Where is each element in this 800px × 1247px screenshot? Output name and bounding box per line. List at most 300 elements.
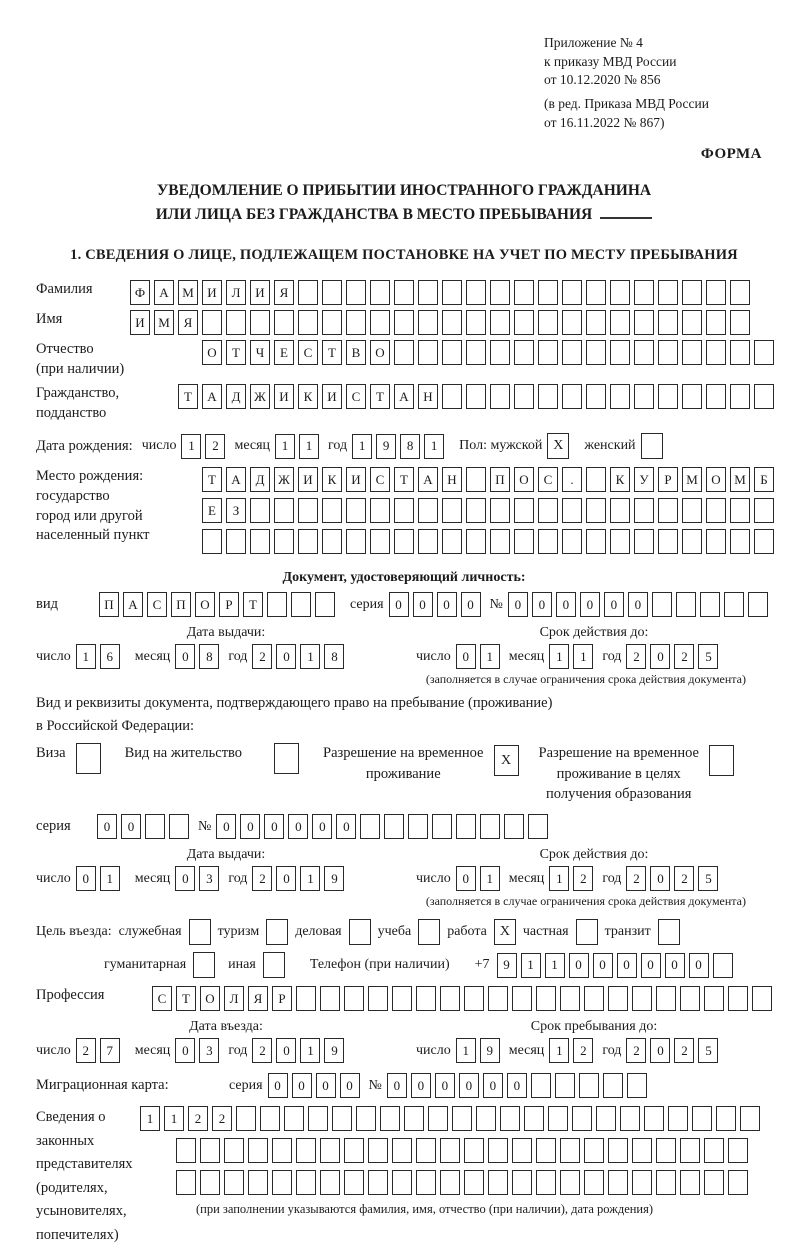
char-box[interactable]: 1	[480, 644, 500, 669]
char-box[interactable]	[356, 1106, 376, 1131]
char-box[interactable]: К	[610, 467, 630, 492]
char-box[interactable]	[514, 310, 534, 335]
char-box[interactable]	[586, 529, 606, 554]
char-box[interactable]	[466, 498, 486, 523]
char-box[interactable]	[176, 1170, 196, 1195]
char-box[interactable]: .	[562, 467, 582, 492]
char-box[interactable]: 0	[121, 814, 141, 839]
char-box[interactable]	[452, 1106, 472, 1131]
char-box[interactable]	[488, 1138, 508, 1163]
char-box[interactable]	[320, 1138, 340, 1163]
char-box[interactable]	[682, 498, 702, 523]
char-box[interactable]	[202, 310, 222, 335]
char-box[interactable]: К	[322, 467, 342, 492]
char-box[interactable]	[332, 1106, 352, 1131]
char-box[interactable]	[562, 498, 582, 523]
char-box[interactable]	[586, 467, 606, 492]
char-box[interactable]: 1	[140, 1106, 160, 1131]
char-box[interactable]	[728, 1138, 748, 1163]
char-box[interactable]	[536, 986, 556, 1011]
char-box[interactable]: 1	[521, 953, 541, 978]
char-box[interactable]: 0	[508, 592, 528, 617]
char-box[interactable]: О	[202, 340, 222, 365]
char-box[interactable]	[432, 814, 452, 839]
char-box[interactable]	[627, 1073, 647, 1098]
char-box[interactable]	[368, 986, 388, 1011]
char-box[interactable]	[586, 340, 606, 365]
purpose-work-checkbox[interactable]: X	[494, 919, 516, 945]
purpose-transit-checkbox[interactable]	[658, 919, 680, 945]
char-box[interactable]	[368, 1170, 388, 1195]
char-box[interactable]	[724, 592, 744, 617]
char-box[interactable]	[296, 1170, 316, 1195]
char-box[interactable]	[224, 1170, 244, 1195]
char-box[interactable]	[466, 467, 486, 492]
char-box[interactable]: 1	[181, 434, 201, 459]
char-box[interactable]: 0	[288, 814, 308, 839]
char-box[interactable]: В	[346, 340, 366, 365]
char-box[interactable]	[442, 340, 462, 365]
char-box[interactable]	[442, 529, 462, 554]
char-box[interactable]: 2	[626, 1038, 646, 1063]
char-box[interactable]	[368, 1138, 388, 1163]
char-box[interactable]	[728, 986, 748, 1011]
char-box[interactable]	[656, 986, 676, 1011]
char-box[interactable]: 1	[299, 434, 319, 459]
char-box[interactable]	[536, 1170, 556, 1195]
char-box[interactable]: 2	[573, 866, 593, 891]
char-box[interactable]	[370, 498, 390, 523]
char-box[interactable]	[392, 986, 412, 1011]
char-box[interactable]: 0	[175, 644, 195, 669]
char-box[interactable]	[418, 310, 438, 335]
char-box[interactable]	[145, 814, 165, 839]
char-box[interactable]: О	[514, 467, 534, 492]
char-box[interactable]	[320, 1170, 340, 1195]
char-box[interactable]: 3	[199, 1038, 219, 1063]
char-box[interactable]	[440, 986, 460, 1011]
char-box[interactable]: 6	[100, 644, 120, 669]
char-box[interactable]	[169, 814, 189, 839]
char-box[interactable]: 2	[252, 1038, 272, 1063]
char-box[interactable]	[464, 1138, 484, 1163]
char-box[interactable]: 0	[264, 814, 284, 839]
char-box[interactable]	[226, 529, 246, 554]
char-box[interactable]	[538, 498, 558, 523]
char-box[interactable]	[634, 529, 654, 554]
char-box[interactable]	[488, 986, 508, 1011]
char-box[interactable]	[752, 986, 772, 1011]
char-box[interactable]: П	[99, 592, 119, 617]
char-box[interactable]: 8	[324, 644, 344, 669]
char-box[interactable]	[466, 310, 486, 335]
char-box[interactable]: 0	[483, 1073, 503, 1098]
char-box[interactable]: 0	[316, 1073, 336, 1098]
char-box[interactable]: Т	[176, 986, 196, 1011]
char-box[interactable]	[713, 953, 733, 978]
char-box[interactable]: Ж	[250, 384, 270, 409]
char-box[interactable]: Т	[202, 467, 222, 492]
char-box[interactable]	[728, 1170, 748, 1195]
char-box[interactable]	[610, 280, 630, 305]
char-box[interactable]	[658, 310, 678, 335]
char-box[interactable]	[480, 814, 500, 839]
char-box[interactable]: 1	[76, 644, 96, 669]
char-box[interactable]	[706, 498, 726, 523]
char-box[interactable]	[652, 592, 672, 617]
char-box[interactable]	[596, 1106, 616, 1131]
char-box[interactable]: 1	[573, 644, 593, 669]
char-box[interactable]: 0	[641, 953, 661, 978]
char-box[interactable]	[579, 1073, 599, 1098]
char-box[interactable]	[610, 310, 630, 335]
char-box[interactable]	[748, 592, 768, 617]
char-box[interactable]	[248, 1138, 268, 1163]
char-box[interactable]	[308, 1106, 328, 1131]
char-box[interactable]: 0	[312, 814, 332, 839]
char-box[interactable]	[322, 280, 342, 305]
char-box[interactable]: 0	[459, 1073, 479, 1098]
char-box[interactable]	[490, 529, 510, 554]
char-box[interactable]	[490, 340, 510, 365]
char-box[interactable]	[418, 498, 438, 523]
char-box[interactable]: 0	[76, 866, 96, 891]
char-box[interactable]: 2	[252, 866, 272, 891]
char-box[interactable]: И	[274, 384, 294, 409]
char-box[interactable]: П	[490, 467, 510, 492]
char-box[interactable]	[274, 529, 294, 554]
char-box[interactable]: Ч	[250, 340, 270, 365]
char-box[interactable]: О	[195, 592, 215, 617]
char-box[interactable]	[464, 1170, 484, 1195]
char-box[interactable]	[692, 1106, 712, 1131]
char-box[interactable]: 0	[532, 592, 552, 617]
char-box[interactable]	[562, 310, 582, 335]
char-box[interactable]: З	[226, 498, 246, 523]
char-box[interactable]: С	[152, 986, 172, 1011]
char-box[interactable]: 2	[212, 1106, 232, 1131]
char-box[interactable]: 0	[387, 1073, 407, 1098]
char-box[interactable]	[320, 986, 340, 1011]
char-box[interactable]: 0	[240, 814, 260, 839]
char-box[interactable]	[418, 340, 438, 365]
char-box[interactable]: Т	[394, 467, 414, 492]
char-box[interactable]: 2	[674, 866, 694, 891]
char-box[interactable]: 2	[188, 1106, 208, 1131]
char-box[interactable]: Т	[370, 384, 390, 409]
char-box[interactable]: С	[370, 467, 390, 492]
char-box[interactable]: 0	[456, 866, 476, 891]
char-box[interactable]: 1	[100, 866, 120, 891]
char-box[interactable]: 0	[413, 592, 433, 617]
char-box[interactable]	[442, 384, 462, 409]
char-box[interactable]	[536, 1138, 556, 1163]
char-box[interactable]	[680, 986, 700, 1011]
char-box[interactable]	[676, 592, 696, 617]
char-box[interactable]	[632, 1138, 652, 1163]
char-box[interactable]: 0	[628, 592, 648, 617]
char-box[interactable]	[416, 1138, 436, 1163]
char-box[interactable]	[416, 986, 436, 1011]
char-box[interactable]	[634, 340, 654, 365]
char-box[interactable]: И	[130, 310, 150, 335]
char-box[interactable]	[668, 1106, 688, 1131]
char-box[interactable]: 8	[199, 644, 219, 669]
char-box[interactable]: 3	[199, 866, 219, 891]
char-box[interactable]	[704, 986, 724, 1011]
char-box[interactable]: 0	[276, 866, 296, 891]
char-box[interactable]	[346, 498, 366, 523]
char-box[interactable]	[730, 340, 750, 365]
char-box[interactable]	[682, 280, 702, 305]
char-box[interactable]: 9	[497, 953, 517, 978]
char-box[interactable]	[754, 340, 774, 365]
char-box[interactable]	[202, 529, 222, 554]
char-box[interactable]	[586, 310, 606, 335]
char-box[interactable]: 0	[593, 953, 613, 978]
char-box[interactable]	[754, 384, 774, 409]
char-box[interactable]	[404, 1106, 424, 1131]
char-box[interactable]: 2	[252, 644, 272, 669]
char-box[interactable]	[716, 1106, 736, 1131]
char-box[interactable]: 9	[324, 866, 344, 891]
char-box[interactable]: 0	[292, 1073, 312, 1098]
char-box[interactable]: Т	[226, 340, 246, 365]
char-box[interactable]	[658, 384, 678, 409]
sex-female-checkbox[interactable]	[641, 433, 663, 459]
char-box[interactable]: 0	[340, 1073, 360, 1098]
char-box[interactable]	[634, 310, 654, 335]
char-box[interactable]: И	[250, 280, 270, 305]
char-box[interactable]	[608, 1138, 628, 1163]
char-box[interactable]	[538, 280, 558, 305]
char-box[interactable]: И	[322, 384, 342, 409]
char-box[interactable]	[464, 986, 484, 1011]
char-box[interactable]	[440, 1138, 460, 1163]
char-box[interactable]	[682, 384, 702, 409]
char-box[interactable]: 0	[650, 866, 670, 891]
char-box[interactable]	[634, 384, 654, 409]
char-box[interactable]: А	[202, 384, 222, 409]
char-box[interactable]	[224, 1138, 244, 1163]
char-box[interactable]	[562, 340, 582, 365]
char-box[interactable]	[384, 814, 404, 839]
char-box[interactable]: Е	[202, 498, 222, 523]
char-box[interactable]: С	[346, 384, 366, 409]
char-box[interactable]: А	[154, 280, 174, 305]
char-box[interactable]	[296, 1138, 316, 1163]
char-box[interactable]	[200, 1138, 220, 1163]
char-box[interactable]	[610, 384, 630, 409]
purpose-other-checkbox[interactable]	[263, 952, 285, 978]
char-box[interactable]	[730, 384, 750, 409]
char-box[interactable]	[512, 1138, 532, 1163]
char-box[interactable]	[706, 310, 726, 335]
char-box[interactable]	[504, 814, 524, 839]
char-box[interactable]	[315, 592, 335, 617]
char-box[interactable]	[584, 1138, 604, 1163]
char-box[interactable]	[706, 280, 726, 305]
char-box[interactable]	[488, 1170, 508, 1195]
char-box[interactable]: Ж	[274, 467, 294, 492]
residence-permit-checkbox[interactable]	[274, 743, 299, 774]
char-box[interactable]	[538, 384, 558, 409]
char-box[interactable]	[176, 1138, 196, 1163]
char-box[interactable]	[730, 498, 750, 523]
char-box[interactable]	[610, 340, 630, 365]
char-box[interactable]	[658, 498, 678, 523]
char-box[interactable]: 0	[617, 953, 637, 978]
char-box[interactable]	[466, 529, 486, 554]
char-box[interactable]	[740, 1106, 760, 1131]
char-box[interactable]: И	[202, 280, 222, 305]
char-box[interactable]	[586, 384, 606, 409]
purpose-private-checkbox[interactable]	[576, 919, 598, 945]
char-box[interactable]: 0	[456, 644, 476, 669]
char-box[interactable]	[490, 384, 510, 409]
visa-checkbox[interactable]	[76, 743, 101, 774]
char-box[interactable]	[704, 1138, 724, 1163]
char-box[interactable]	[603, 1073, 623, 1098]
char-box[interactable]: 9	[480, 1038, 500, 1063]
char-box[interactable]	[706, 529, 726, 554]
char-box[interactable]	[706, 340, 726, 365]
char-box[interactable]	[682, 529, 702, 554]
char-box[interactable]: М	[178, 280, 198, 305]
char-box[interactable]: У	[634, 467, 654, 492]
char-box[interactable]: А	[226, 467, 246, 492]
char-box[interactable]	[555, 1073, 575, 1098]
char-box[interactable]	[700, 592, 720, 617]
char-box[interactable]	[298, 310, 318, 335]
char-box[interactable]: С	[298, 340, 318, 365]
char-box[interactable]	[528, 814, 548, 839]
char-box[interactable]	[682, 310, 702, 335]
char-box[interactable]	[680, 1170, 700, 1195]
char-box[interactable]	[291, 592, 311, 617]
char-box[interactable]: М	[682, 467, 702, 492]
char-box[interactable]	[490, 310, 510, 335]
char-box[interactable]: 2	[674, 644, 694, 669]
char-box[interactable]: 0	[437, 592, 457, 617]
char-box[interactable]: 9	[376, 434, 396, 459]
char-box[interactable]	[620, 1106, 640, 1131]
char-box[interactable]	[428, 1106, 448, 1131]
char-box[interactable]: 0	[276, 644, 296, 669]
char-box[interactable]	[658, 280, 678, 305]
char-box[interactable]	[644, 1106, 664, 1131]
char-box[interactable]: 0	[507, 1073, 527, 1098]
char-box[interactable]	[632, 986, 652, 1011]
char-box[interactable]: 0	[389, 592, 409, 617]
char-box[interactable]: Р	[219, 592, 239, 617]
char-box[interactable]	[656, 1138, 676, 1163]
char-box[interactable]: 9	[324, 1038, 344, 1063]
char-box[interactable]	[250, 310, 270, 335]
char-box[interactable]: Л	[224, 986, 244, 1011]
char-box[interactable]	[500, 1106, 520, 1131]
char-box[interactable]	[418, 529, 438, 554]
char-box[interactable]	[442, 498, 462, 523]
char-box[interactable]: О	[370, 340, 390, 365]
char-box[interactable]: М	[154, 310, 174, 335]
char-box[interactable]: 0	[268, 1073, 288, 1098]
char-box[interactable]: Я	[248, 986, 268, 1011]
char-box[interactable]	[346, 310, 366, 335]
char-box[interactable]	[380, 1106, 400, 1131]
char-box[interactable]	[730, 310, 750, 335]
char-box[interactable]	[706, 384, 726, 409]
char-box[interactable]: К	[298, 384, 318, 409]
char-box[interactable]	[394, 310, 414, 335]
char-box[interactable]	[272, 1138, 292, 1163]
char-box[interactable]: 1	[164, 1106, 184, 1131]
char-box[interactable]	[632, 1170, 652, 1195]
char-box[interactable]	[608, 1170, 628, 1195]
char-box[interactable]	[346, 280, 366, 305]
char-box[interactable]	[610, 498, 630, 523]
char-box[interactable]: 8	[400, 434, 420, 459]
char-box[interactable]: 1	[456, 1038, 476, 1063]
char-box[interactable]	[682, 340, 702, 365]
char-box[interactable]: 0	[336, 814, 356, 839]
char-box[interactable]	[476, 1106, 496, 1131]
char-box[interactable]	[634, 498, 654, 523]
char-box[interactable]: 1	[300, 1038, 320, 1063]
char-box[interactable]	[344, 1170, 364, 1195]
char-box[interactable]	[514, 340, 534, 365]
purpose-humanitarian-checkbox[interactable]	[193, 952, 215, 978]
char-box[interactable]: 0	[97, 814, 117, 839]
char-box[interactable]	[360, 814, 380, 839]
char-box[interactable]	[548, 1106, 568, 1131]
char-box[interactable]	[370, 529, 390, 554]
char-box[interactable]	[394, 280, 414, 305]
char-box[interactable]	[442, 310, 462, 335]
char-box[interactable]	[538, 310, 558, 335]
char-box[interactable]	[272, 1170, 292, 1195]
char-box[interactable]: С	[538, 467, 558, 492]
char-box[interactable]: 5	[698, 1038, 718, 1063]
char-box[interactable]	[200, 1170, 220, 1195]
char-box[interactable]: 2	[76, 1038, 96, 1063]
char-box[interactable]: 1	[549, 1038, 569, 1063]
char-box[interactable]	[394, 340, 414, 365]
char-box[interactable]	[658, 340, 678, 365]
char-box[interactable]	[322, 529, 342, 554]
char-box[interactable]	[456, 814, 476, 839]
char-box[interactable]	[344, 986, 364, 1011]
char-box[interactable]: 1	[300, 644, 320, 669]
char-box[interactable]: 1	[352, 434, 372, 459]
char-box[interactable]: 0	[276, 1038, 296, 1063]
char-box[interactable]	[344, 1138, 364, 1163]
char-box[interactable]: П	[171, 592, 191, 617]
char-box[interactable]: 0	[650, 1038, 670, 1063]
char-box[interactable]: 5	[698, 644, 718, 669]
purpose-study-checkbox[interactable]	[418, 919, 440, 945]
char-box[interactable]	[298, 529, 318, 554]
char-box[interactable]	[322, 310, 342, 335]
char-box[interactable]: 2	[626, 866, 646, 891]
purpose-official-checkbox[interactable]	[189, 919, 211, 945]
char-box[interactable]	[394, 529, 414, 554]
char-box[interactable]: А	[394, 384, 414, 409]
char-box[interactable]	[466, 280, 486, 305]
char-box[interactable]	[322, 498, 342, 523]
char-box[interactable]: 0	[411, 1073, 431, 1098]
char-box[interactable]: Ф	[130, 280, 150, 305]
